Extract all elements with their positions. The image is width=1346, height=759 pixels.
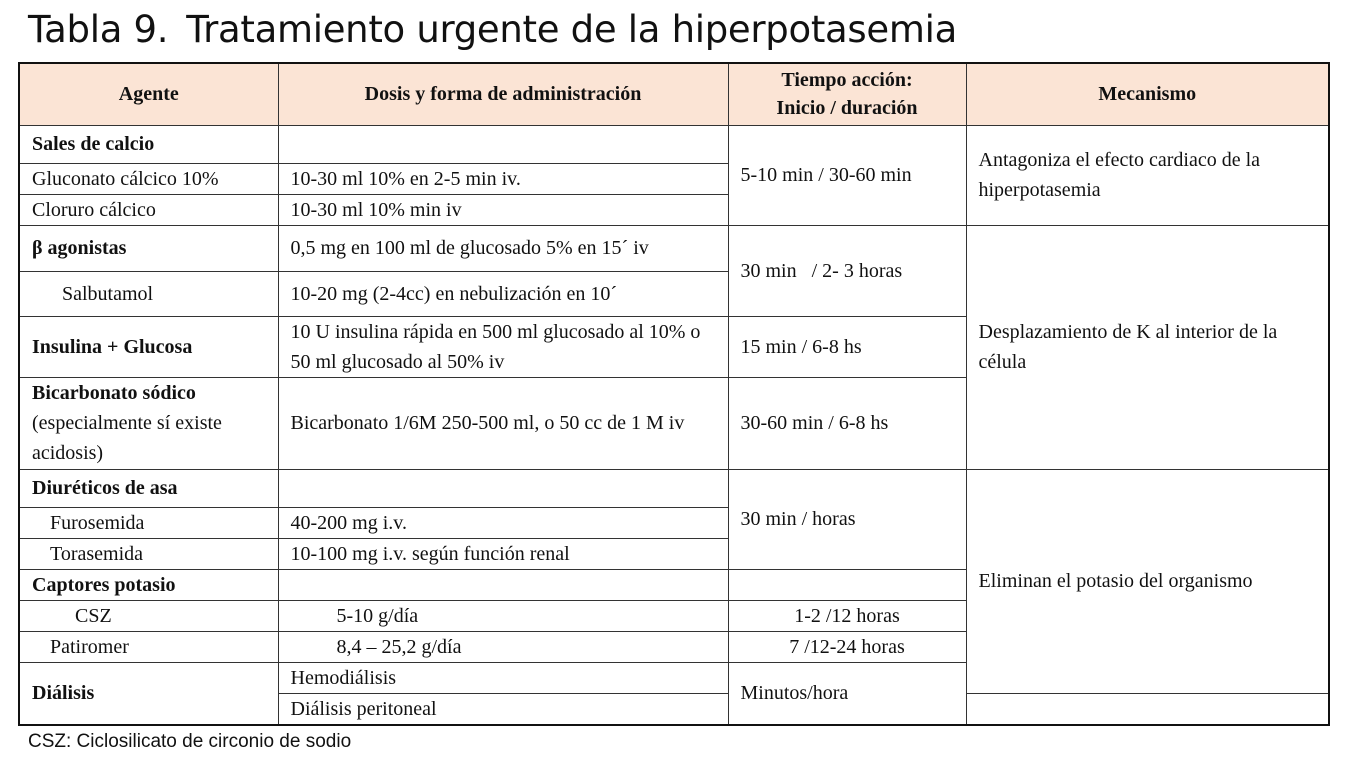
dose-beta-agonists: 0,5 mg en 100 ml de glucosado 5% en 15´ iv — [278, 225, 728, 271]
header-time-line2: Inicio / duración — [776, 97, 918, 120]
dose-empty — [278, 469, 728, 507]
agent-furosemide: Furosemida — [19, 507, 278, 538]
agent-bicarbonate — [19, 377, 278, 469]
time-diuretics: 30 min / horas — [728, 469, 966, 569]
mechanism-eliminate: Eliminan el potasio del organismo — [966, 469, 1329, 693]
table-row — [19, 225, 1329, 271]
dose-insulin-glucose: 10 U insulina rápida en 500 ml glucosado al 10% o 50 ml glucosado al 50% iv — [278, 316, 728, 377]
time-calcium: 5-10 min / 30-60 min — [728, 125, 966, 225]
agent-bicarbonate-note: (especialmente sí existe acidosis) — [32, 412, 222, 464]
table-row — [19, 125, 1329, 163]
dose-salbutamol: 10-20 mg (2-4cc) en nebulización en 10´ — [278, 271, 728, 316]
dose-patiromer: 8,4 – 25,2 g/día — [278, 631, 728, 662]
agent-loop-diuretics: Diuréticos de asa — [19, 469, 278, 507]
header-dose: Dosis y forma de administración — [278, 63, 728, 125]
mechanism-shift: Desplazamiento de K al interior de la célula — [966, 225, 1329, 469]
dose-empty — [278, 569, 728, 600]
agent-csz: CSZ — [19, 600, 278, 631]
dose-hemodialysis: Hemodiálisis — [278, 662, 728, 693]
table-row — [19, 469, 1329, 507]
mechanism-calcium: Antagoniza el efecto cardiaco de la hiperpotasemia — [966, 125, 1329, 225]
agent-potassium-binders: Captores potasio — [19, 569, 278, 600]
agent-insulin-glucose: Insulina + Glucosa — [19, 316, 278, 377]
time-patiromer: 7 /12-24 horas — [728, 631, 966, 662]
page-title — [28, 8, 957, 51]
time-csz: 1-2 /12 horas — [728, 600, 966, 631]
agent-calcium-gluconate: Gluconato cálcico 10% — [19, 163, 278, 194]
table-title: Tratamiento urgente de la hiperpotasemia — [186, 8, 957, 51]
time-beta-agonists: 30 min / 2- 3 horas — [728, 225, 966, 316]
dose-peritoneal-dialysis: Diálisis peritoneal — [278, 693, 728, 725]
dose-torasemide: 10-100 mg i.v. según función renal — [278, 538, 728, 569]
agent-salbutamol: Salbutamol — [19, 271, 278, 316]
time-empty — [728, 569, 966, 600]
header-mechanism: Mecanismo — [966, 63, 1329, 125]
dose-csz: 5-10 g/día — [278, 600, 728, 631]
header-row — [19, 63, 1329, 125]
footnote: CSZ: Ciclosilicato de circonio de sodio — [28, 731, 352, 752]
treatment-table — [18, 62, 1330, 726]
dose-empty — [278, 125, 728, 163]
dose-calcium-chloride: 10-30 ml 10% min iv — [278, 194, 728, 225]
time-bicarbonate: 30-60 min / 6-8 hs — [728, 377, 966, 469]
agent-calcium-salts: Sales de calcio — [19, 125, 278, 163]
header-time — [728, 63, 966, 125]
table-number: Tabla 9. — [28, 8, 169, 51]
dose-bicarbonate: Bicarbonato 1/6M 250-500 ml, o 50 cc de 1 M iv — [278, 377, 728, 469]
dose-calcium-gluconate: 10-30 ml 10% en 2-5 min iv. — [278, 163, 728, 194]
header-time-line1: Tiempo acción: — [781, 69, 913, 92]
time-dialysis: Minutos/hora — [728, 662, 966, 725]
time-insulin-glucose: 15 min / 6-8 hs — [728, 316, 966, 377]
agent-torasemide: Torasemida — [19, 538, 278, 569]
agent-bicarbonate-name: Bicarbonato sódico — [32, 382, 196, 404]
dose-furosemide: 40-200 mg i.v. — [278, 507, 728, 538]
agent-beta-agonists: β agonistas — [19, 225, 278, 271]
agent-patiromer: Patiromer — [19, 631, 278, 662]
agent-calcium-chloride: Cloruro cálcico — [19, 194, 278, 225]
header-agent: Agente — [19, 63, 278, 125]
agent-dialysis: Diálisis — [19, 662, 278, 725]
